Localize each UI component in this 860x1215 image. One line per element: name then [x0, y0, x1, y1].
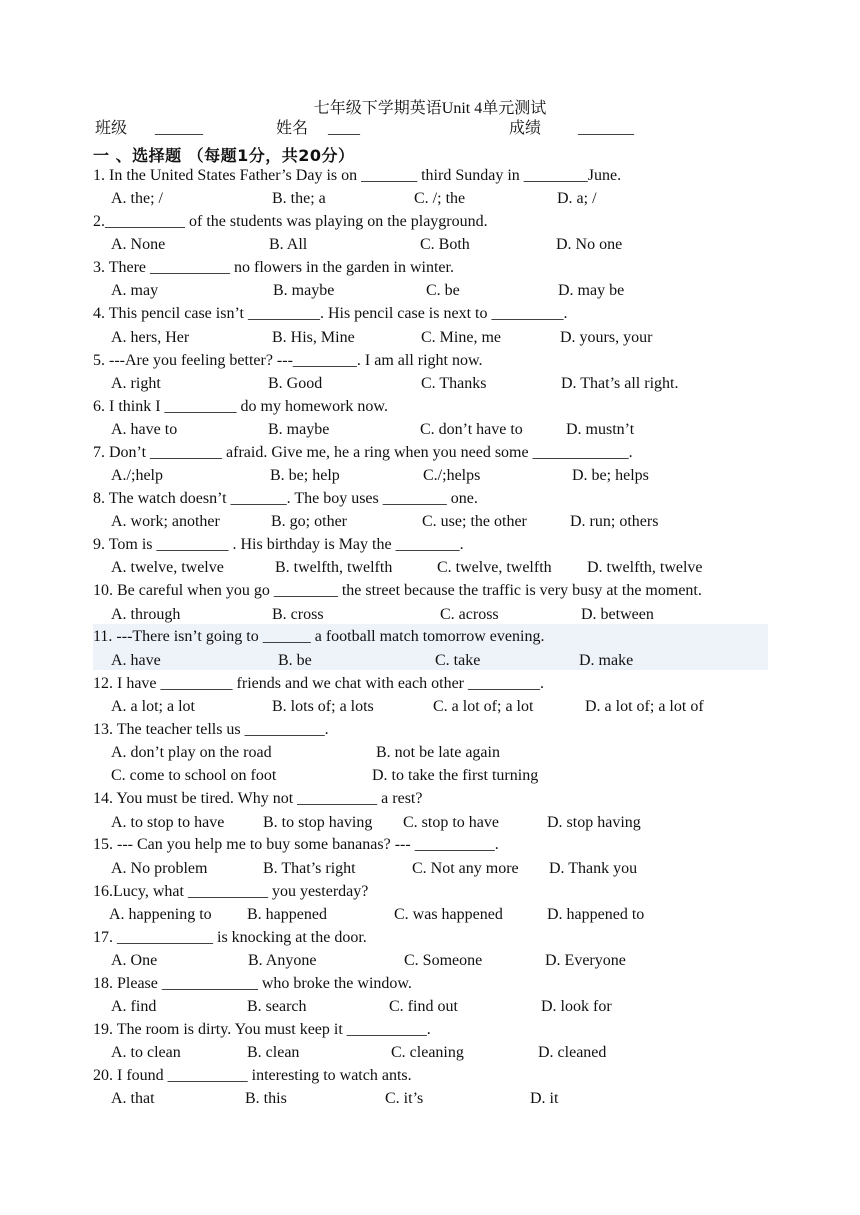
option: A. right — [111, 375, 161, 392]
question: 16.Lucy, what __________ you yesterday? — [93, 883, 369, 900]
question: 6. I think I _________ do my homework now. — [93, 398, 388, 415]
option: D. yours, your — [560, 329, 653, 346]
option: B. this — [245, 1090, 287, 1107]
option: D. to take the first turning — [372, 767, 539, 784]
class-blank: ______ — [155, 120, 203, 137]
option: D. happened to — [547, 906, 645, 923]
option: D. between — [581, 606, 654, 623]
option: D. No one — [556, 236, 623, 253]
question: 1. In the United States Father’s Day is on _______ third Sunday in ________June. — [93, 167, 622, 184]
option: C. it’s — [385, 1090, 424, 1107]
option: C. Someone — [404, 952, 483, 969]
section-heading: 一 、选择题 （每题1分，共20分） — [93, 146, 355, 165]
name-blank: ____ — [328, 120, 360, 137]
option: A. hers, Her — [111, 329, 190, 346]
option: C. Both — [420, 236, 470, 253]
option: D. twelfth, twelve — [587, 559, 703, 576]
option: C. a lot of; a lot — [433, 698, 534, 715]
option: C. use; the other — [422, 513, 527, 530]
option: A. work; another — [111, 513, 220, 530]
option: C./;helps — [423, 467, 481, 484]
option: B. twelfth, twelfth — [275, 559, 393, 576]
option: C. be — [426, 282, 460, 299]
option: A. that — [111, 1090, 155, 1107]
score-label: 成绩 — [509, 120, 542, 137]
option: C. Mine, me — [421, 329, 501, 346]
option: A. may — [111, 282, 159, 299]
question: 14. You must be tired. Why not __________ a rest? — [93, 790, 423, 807]
option: A. happening to — [109, 906, 212, 923]
option: A. to stop to have — [111, 814, 225, 831]
option: A. the; / — [111, 190, 163, 207]
score-blank: _______ — [578, 120, 634, 137]
option: B. That’s right — [263, 860, 356, 877]
question: 19. The room is dirty. You must keep it __________. — [93, 1021, 431, 1038]
question: 12. I have _________ friends and we chat with each other _________. — [93, 675, 544, 692]
option: C. find out — [389, 998, 458, 1015]
question: 4. This pencil case isn’t _________. His pencil case is next to _________. — [93, 305, 568, 322]
option: A. twelve, twelve — [111, 559, 224, 576]
option: D. be; helps — [572, 467, 649, 484]
option: A. a lot; a lot — [111, 698, 195, 715]
question: 15. --- Can you help me to buy some bananas? --- __________. — [93, 836, 499, 853]
option: A. have — [111, 652, 161, 669]
option: C. don’t have to — [420, 421, 523, 438]
option: A./;help — [111, 467, 163, 484]
option: C. cleaning — [391, 1044, 464, 1061]
option: D. look for — [541, 998, 612, 1015]
option: B. cross — [272, 606, 324, 623]
question: 8. The watch doesn’t _______. The boy uses ________ one. — [93, 490, 478, 507]
page-title: 七年级下学期英语Unit 4单元测试 — [313, 100, 547, 117]
question: 7. Don’t _________ afraid. Give me, he a ring when you need some ____________. — [93, 444, 633, 461]
question: 11. ---There isn’t going to ______ a football match tomorrow evening. — [93, 628, 545, 645]
option: C. /; the — [414, 190, 466, 207]
option: C. twelve, twelfth — [437, 559, 552, 576]
option: A. None — [111, 236, 166, 253]
option: B. maybe — [268, 421, 330, 438]
option: C. stop to have — [403, 814, 499, 831]
option: B. happened — [247, 906, 327, 923]
option: C. come to school on foot — [111, 767, 277, 784]
option: A. through — [111, 606, 181, 623]
option: D. That’s all right. — [561, 375, 679, 392]
option: C. Not any more — [412, 860, 519, 877]
question: 20. I found __________ interesting to watch ants. — [93, 1067, 412, 1084]
option: B. go; other — [271, 513, 347, 530]
option: B. be — [278, 652, 312, 669]
question: 2.__________ of the students was playing on the playground. — [93, 213, 488, 230]
option: C. take — [435, 652, 481, 669]
question: 10. Be careful when you go ________ the street because the traffic is very busy at the moment. — [93, 582, 702, 599]
option: B. clean — [247, 1044, 300, 1061]
question: 9. Tom is _________ . His birthday is May the ________. — [93, 536, 464, 553]
option: B. be; help — [270, 467, 340, 484]
question: 5. ---Are you feeling better? ---________. I am all right now. — [93, 352, 483, 369]
option: B. maybe — [273, 282, 335, 299]
option: B. Good — [268, 375, 323, 392]
name-label: 姓名 — [276, 120, 309, 137]
option: A. to clean — [111, 1044, 181, 1061]
option: D. Thank you — [549, 860, 638, 877]
question: 18. Please ____________ who broke the window. — [93, 975, 412, 992]
option: D. it — [530, 1090, 559, 1107]
option: D. run; others — [570, 513, 659, 530]
option: B. All — [269, 236, 308, 253]
option: A. One — [111, 952, 158, 969]
option: B. not be late again — [376, 744, 500, 761]
option: A. don’t play on the road — [111, 744, 272, 761]
option: B. search — [247, 998, 307, 1015]
option: C. Thanks — [421, 375, 487, 392]
option: D. a; / — [557, 190, 597, 207]
option: D. mustn’t — [566, 421, 635, 438]
option: A. find — [111, 998, 157, 1015]
option: B. to stop having — [263, 814, 373, 831]
option: A. have to — [111, 421, 178, 438]
option: B. His, Mine — [272, 329, 355, 346]
option: D. cleaned — [538, 1044, 607, 1061]
option: B. lots of; a lots — [272, 698, 374, 715]
option: A. No problem — [111, 860, 208, 877]
option: C. was happened — [394, 906, 503, 923]
option: D. a lot of; a lot of — [585, 698, 704, 715]
question: 13. The teacher tells us __________. — [93, 721, 329, 738]
class-label: 班级 — [95, 120, 128, 137]
option: B. Anyone — [248, 952, 317, 969]
question: 3. There __________ no flowers in the garden in winter. — [93, 259, 454, 276]
option: D. may be — [558, 282, 625, 299]
option: D. Everyone — [545, 952, 626, 969]
option: B. the; a — [272, 190, 326, 207]
option: D. make — [579, 652, 634, 669]
option: C. across — [440, 606, 499, 623]
option: D. stop having — [547, 814, 641, 831]
question: 17. ____________ is knocking at the door. — [93, 929, 367, 946]
